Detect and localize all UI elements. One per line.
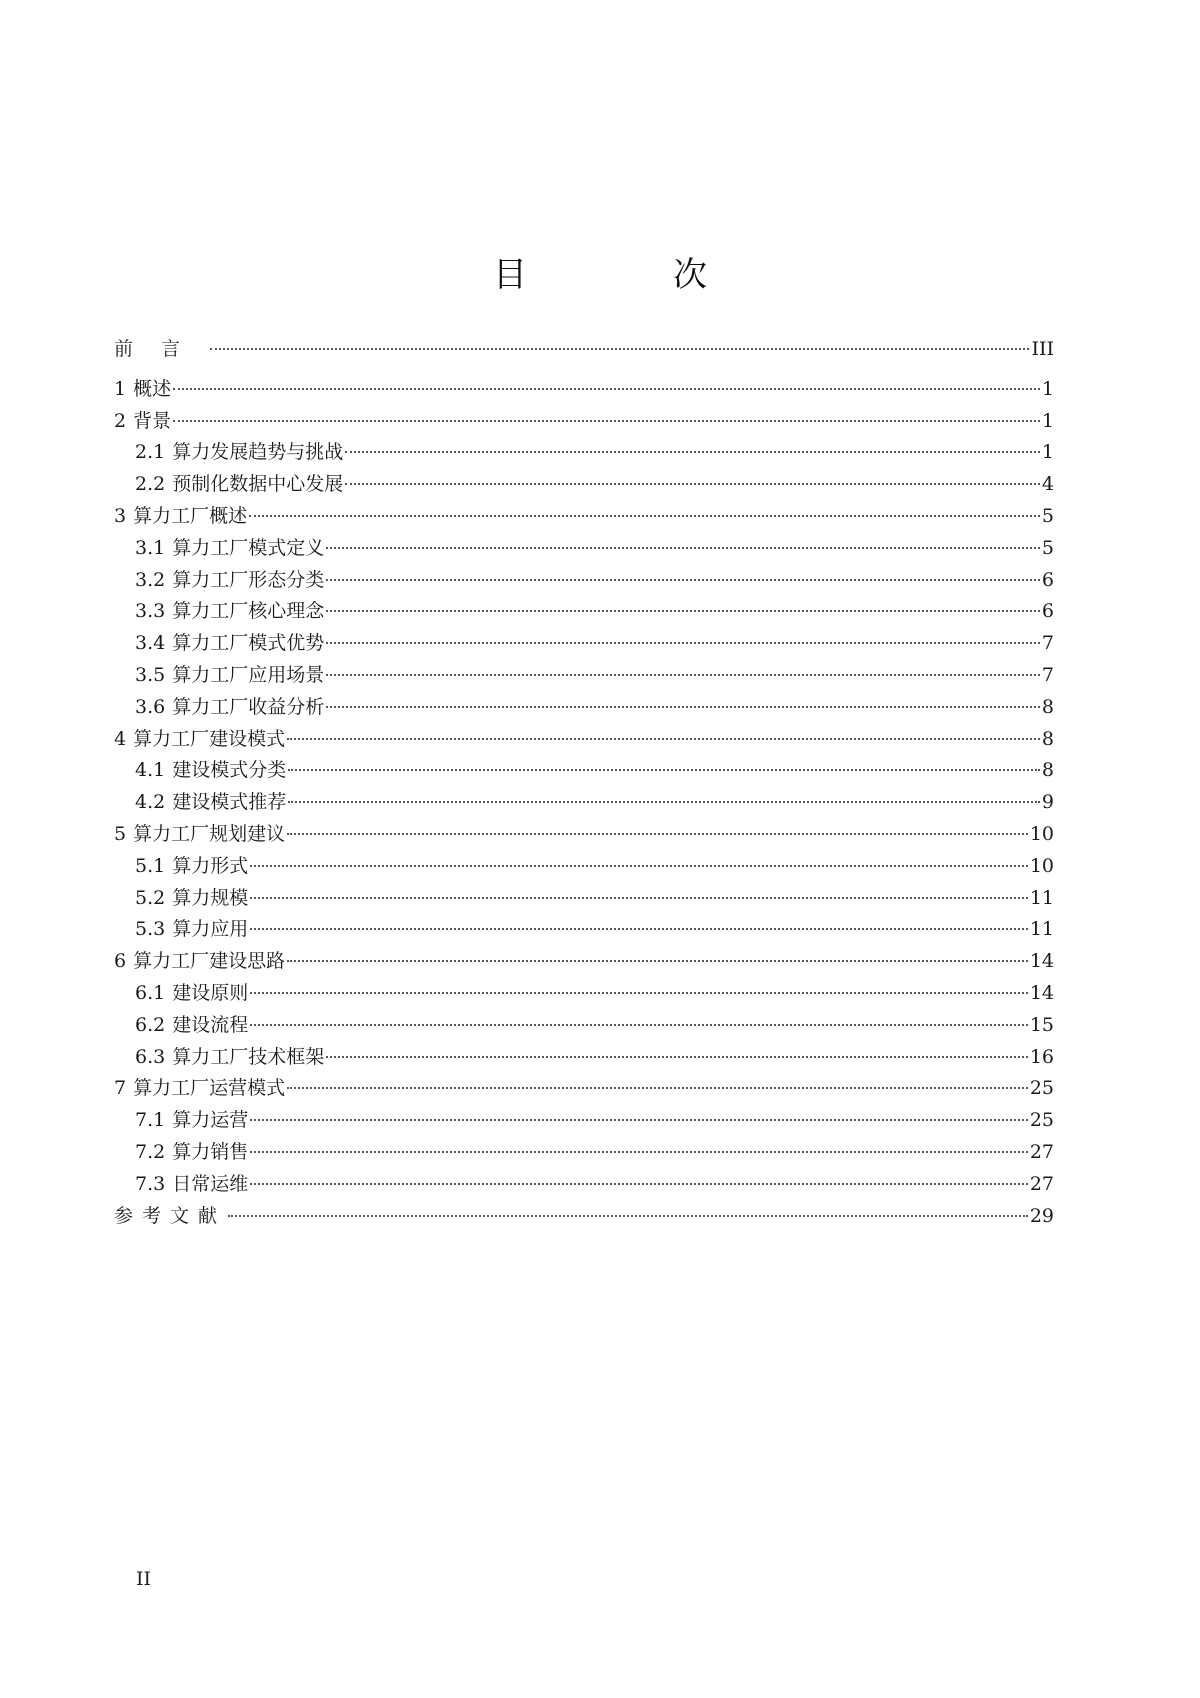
toc-entry-page: 11 (1029, 918, 1054, 941)
toc-entry-page: 10 (1029, 854, 1054, 877)
toc-entry-label: 算力工厂建设思路 (133, 950, 286, 973)
toc-entry-3-5[interactable] (114, 660, 1054, 692)
toc-entry-page: 14 (1029, 981, 1054, 1004)
toc-entry-5-3[interactable] (114, 914, 1054, 946)
dot-leader (345, 483, 1040, 485)
toc-entry-label: 预制化数据中心发展 (172, 473, 344, 496)
toc-entry-label: 背景 (133, 409, 172, 432)
toc-entry-number: 2.2 (135, 473, 166, 496)
toc-entry-number: 6.3 (135, 1045, 166, 1068)
dot-leader (173, 420, 1040, 422)
toc-entry-page: 8 (1041, 759, 1054, 782)
toc-entry-number: 7.1 (135, 1109, 166, 1132)
toc-entry-label: 算力工厂模式优势 (172, 632, 325, 655)
dot-leader (326, 579, 1040, 581)
toc-entry-page: 1 (1041, 441, 1054, 464)
toc-entry-7[interactable] (114, 1073, 1054, 1105)
toc-entry-number: 3.1 (135, 536, 166, 559)
toc-entry-page: 29 (1029, 1204, 1054, 1227)
toc-entry-page: 1 (1041, 409, 1054, 432)
toc-entry-page: 7 (1041, 663, 1054, 686)
toc-entry-number: 2 (114, 409, 127, 432)
toc-entry-label: 算力工厂核心理念 (172, 600, 325, 623)
toc-entry-label: 算力工厂应用场景 (172, 663, 325, 686)
toc-entry-number: 3.5 (135, 663, 166, 686)
dot-leader (250, 1024, 1028, 1026)
toc-entry-page: 16 (1029, 1045, 1054, 1068)
table-of-contents (114, 334, 1054, 1232)
toc-entry-number: 3 (114, 504, 127, 527)
toc-entry-2-2[interactable] (114, 469, 1054, 501)
toc-entry-label: 算力运营 (172, 1109, 249, 1132)
toc-entry-number: 3.2 (135, 568, 166, 591)
dot-leader (287, 738, 1040, 740)
dot-leader (250, 1151, 1028, 1153)
toc-entry-label: 算力工厂建设模式 (133, 727, 286, 750)
dot-leader (250, 1183, 1028, 1185)
toc-entry-page: 25 (1029, 1109, 1054, 1132)
toc-entry-label: 算力工厂形态分类 (172, 568, 325, 591)
toc-entry-page: 14 (1029, 950, 1054, 973)
toc-entry-references[interactable] (114, 1201, 1054, 1233)
toc-entry-page: 4 (1041, 473, 1054, 496)
toc-entry-3-4[interactable] (114, 628, 1054, 660)
toc-entry-label: 算力应用 (172, 918, 249, 941)
toc-entry-number: 1 (114, 377, 127, 400)
toc-entry-label: 算力发展趋势与挑战 (172, 441, 344, 464)
dot-leader (250, 992, 1028, 994)
dot-leader (326, 547, 1040, 549)
dot-leader (173, 388, 1040, 390)
dot-leader (345, 451, 1040, 453)
toc-entry-number: 5.2 (135, 886, 166, 909)
dot-leader (326, 642, 1040, 644)
toc-entry-5-2[interactable] (114, 883, 1054, 915)
toc-entry-number: 5.3 (135, 918, 166, 941)
toc-entry-page: 7 (1041, 632, 1054, 655)
dot-leader (228, 1215, 1028, 1217)
toc-entry-label: 算力工厂技术框架 (172, 1045, 325, 1068)
toc-entry-preface[interactable] (114, 334, 1054, 366)
toc-entry-label: 算力工厂收益分析 (172, 695, 325, 718)
page-number: II (136, 1568, 152, 1590)
toc-entry-label: 算力工厂概述 (133, 504, 248, 527)
toc-entry-3-1[interactable] (114, 533, 1054, 565)
toc-entry-number: 6 (114, 950, 127, 973)
toc-entry-number: 3.6 (135, 695, 166, 718)
dot-leader (288, 769, 1040, 771)
toc-entry-page: 25 (1029, 1077, 1054, 1100)
toc-entry-6-2[interactable] (114, 1010, 1054, 1042)
toc-entry-page: 1 (1041, 377, 1054, 400)
toc-entry-6-1[interactable] (114, 978, 1054, 1010)
toc-entry-2-1[interactable] (114, 437, 1054, 469)
toc-entry-label: 算力工厂规划建议 (133, 822, 286, 845)
toc-entry-5-1[interactable] (114, 851, 1054, 883)
toc-entry-number: 3.3 (135, 600, 166, 623)
toc-entry-label: 建设原则 (172, 981, 249, 1004)
toc-entry-3-2[interactable] (114, 565, 1054, 597)
toc-entry-number: 7.2 (135, 1140, 166, 1163)
toc-entry-label: 前言 (114, 338, 209, 360)
dot-leader (326, 610, 1040, 612)
toc-entry-page: 15 (1029, 1013, 1054, 1036)
dot-leader (250, 865, 1028, 867)
toc-entry-label: 算力工厂模式定义 (172, 536, 325, 559)
toc-entry-label: 算力规模 (172, 886, 249, 909)
toc-entry-number: 6.2 (135, 1013, 166, 1036)
toc-entry-page: 8 (1041, 695, 1054, 718)
dot-leader (250, 1119, 1028, 1121)
toc-entry-label: 建设模式推荐 (172, 791, 287, 814)
toc-entry-number: 6.1 (135, 981, 166, 1004)
toc-entry-page: 10 (1029, 822, 1054, 845)
toc-entry-number: 4.2 (135, 791, 166, 814)
toc-entry-label: 建设流程 (172, 1013, 249, 1036)
dot-leader (250, 928, 1028, 930)
toc-entry-label: 参考文献 (114, 1204, 227, 1227)
dot-leader (249, 515, 1040, 517)
dot-leader (287, 833, 1028, 835)
toc-entry-number: 5.1 (135, 854, 166, 877)
toc-entry-page: 27 (1029, 1140, 1054, 1163)
toc-entry-page: 9 (1041, 791, 1054, 814)
dot-leader (287, 1087, 1028, 1089)
toc-entry-6-3[interactable] (114, 1042, 1054, 1074)
toc-entry-number: 2.1 (135, 441, 166, 464)
toc-entry-4-2[interactable] (114, 787, 1054, 819)
toc-entry-page: 6 (1041, 600, 1054, 623)
dot-leader (250, 897, 1028, 899)
toc-entry-label: 建设模式分类 (172, 759, 287, 782)
toc-entry-7-1[interactable] (114, 1105, 1054, 1137)
page-title: 目 次 (493, 254, 763, 295)
toc-entry-label: 算力工厂运营模式 (133, 1077, 286, 1100)
toc-entry-5[interactable] (114, 819, 1054, 851)
toc-entry-number: 7 (114, 1077, 127, 1100)
toc-entry-page: 8 (1041, 727, 1054, 750)
dot-leader (326, 674, 1040, 676)
toc-entry-page: 27 (1029, 1172, 1054, 1195)
toc-entry-page: 5 (1041, 536, 1054, 559)
toc-entry-page: III (1031, 338, 1054, 360)
toc-entry-label: 算力形式 (172, 854, 249, 877)
toc-entry-number: 4.1 (135, 759, 166, 782)
toc-entry-number: 3.4 (135, 632, 166, 655)
toc-entry-1[interactable] (114, 374, 1054, 406)
toc-entry-3-3[interactable] (114, 596, 1054, 628)
toc-entry-3[interactable] (114, 501, 1054, 533)
toc-entry-number: 5 (114, 822, 127, 845)
toc-entry-4-1[interactable] (114, 755, 1054, 787)
dot-leader (210, 348, 1029, 350)
toc-entry-label: 算力销售 (172, 1140, 249, 1163)
toc-entry-2[interactable] (114, 406, 1054, 438)
toc-entry-page: 11 (1029, 886, 1054, 909)
toc-entry-label: 概述 (133, 377, 172, 400)
dot-leader (288, 801, 1040, 803)
toc-entry-7-2[interactable] (114, 1137, 1054, 1169)
toc-entry-3-6[interactable] (114, 692, 1054, 724)
dot-leader (326, 706, 1040, 708)
dot-leader (287, 960, 1028, 962)
toc-entry-number: 4 (114, 727, 127, 750)
toc-entry-4[interactable] (114, 724, 1054, 756)
toc-entry-page: 6 (1041, 568, 1054, 591)
toc-entry-label: 日常运维 (172, 1172, 249, 1195)
toc-entry-number: 7.3 (135, 1172, 166, 1195)
toc-entry-6[interactable] (114, 946, 1054, 978)
toc-entry-7-3[interactable] (114, 1169, 1054, 1201)
dot-leader (326, 1056, 1028, 1058)
toc-entry-page: 5 (1041, 504, 1054, 527)
